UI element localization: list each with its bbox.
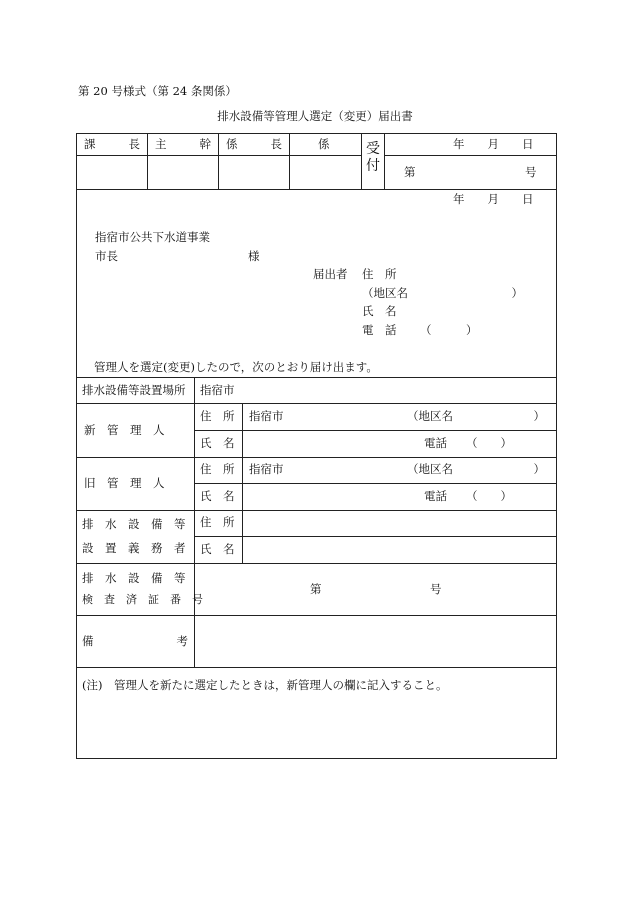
approval-clerk: 係 [318, 137, 330, 151]
new-manager-phone-label: 電話 [424, 436, 447, 450]
applicant-name-label: 氏 名 [362, 304, 397, 318]
frame-bottom [76, 758, 557, 759]
old-manager-phone-label: 電話 [424, 489, 447, 503]
frame-top [76, 133, 557, 134]
statement: 管理人を選定(変更)したので，次のとおり届け出ます。 [94, 360, 378, 374]
receipt-date: 年 月 日 [453, 137, 534, 151]
frame-right [556, 133, 557, 759]
submission-date: 年 月 日 [453, 192, 534, 206]
approval-section-chief [84, 139, 140, 151]
applicant-address-label: 住 所 [362, 267, 397, 281]
new-manager-label: 新 管 理 人 [84, 423, 165, 437]
addressee-line1: 指宿市公共下水道事業 [95, 230, 210, 244]
label-part: 備 [82, 634, 94, 648]
inspection-number-prefix: 第 [310, 582, 322, 596]
receipt-label: 受付 [366, 141, 380, 174]
old-manager-district: （地区名 ） [407, 462, 545, 476]
form-title: 排水設備等管理人選定（変更）届出書 [217, 109, 413, 123]
receipt-number-prefix: 第 [404, 165, 416, 179]
label-part: 主 [155, 137, 167, 151]
form-number: 第 20 号様式（第 24 条関係） [78, 84, 237, 98]
note-text: (注) 管理人を新たに選定したときは，新管理人の欄に記入すること。 [82, 678, 448, 692]
inspection-label-2: 検 査 済 証 番 号 [82, 593, 203, 606]
location-value: 指宿市 [200, 383, 235, 397]
addressee-line2: 市長 [95, 249, 118, 263]
approval-chief-clerk [226, 139, 282, 151]
old-manager-label: 旧 管 理 人 [84, 476, 165, 490]
old-manager-phone-paren: （ ） [466, 489, 512, 503]
remarks-label [82, 636, 188, 648]
label-part: 係 [226, 137, 238, 151]
obligor-name-label: 氏 名 [200, 542, 235, 556]
frame-left [76, 133, 77, 759]
applicant-district: （地区名 ） [362, 286, 523, 300]
label-part: 課 [84, 137, 96, 151]
approval-deputy [155, 139, 211, 151]
new-manager-address-label: 住 所 [200, 409, 235, 423]
applicant-phone-paren: （ ） [420, 323, 478, 337]
new-manager-city: 指宿市 [249, 409, 284, 423]
addressee-honorific: 様 [248, 249, 260, 263]
new-manager-name-label: 氏 名 [200, 436, 235, 450]
receipt-number-suffix: 号 [525, 165, 537, 179]
obligor-label-2: 設 置 義 務 者 [82, 541, 186, 555]
old-manager-city: 指宿市 [249, 462, 284, 476]
label-part: 長 [270, 137, 282, 151]
new-manager-district: （地区名 ） [407, 409, 545, 423]
obligor-address-label: 住 所 [200, 515, 235, 529]
location-label: 排水設備等設置場所 [82, 383, 186, 397]
obligor-label-1: 排 水 設 備 等 [82, 517, 186, 531]
label-part: 長 [128, 137, 140, 151]
applicant-phone-label: 電 話 [362, 323, 397, 337]
inspection-label-1: 排 水 設 備 等 [82, 571, 186, 585]
label-part: 幹 [199, 137, 211, 151]
new-manager-phone-paren: （ ） [466, 436, 512, 450]
applicant-label: 届出者 [313, 267, 348, 281]
old-manager-name-label: 氏 名 [200, 489, 235, 503]
label-part: 考 [176, 634, 188, 648]
inspection-number-suffix: 号 [430, 582, 442, 596]
old-manager-address-label: 住 所 [200, 462, 235, 476]
